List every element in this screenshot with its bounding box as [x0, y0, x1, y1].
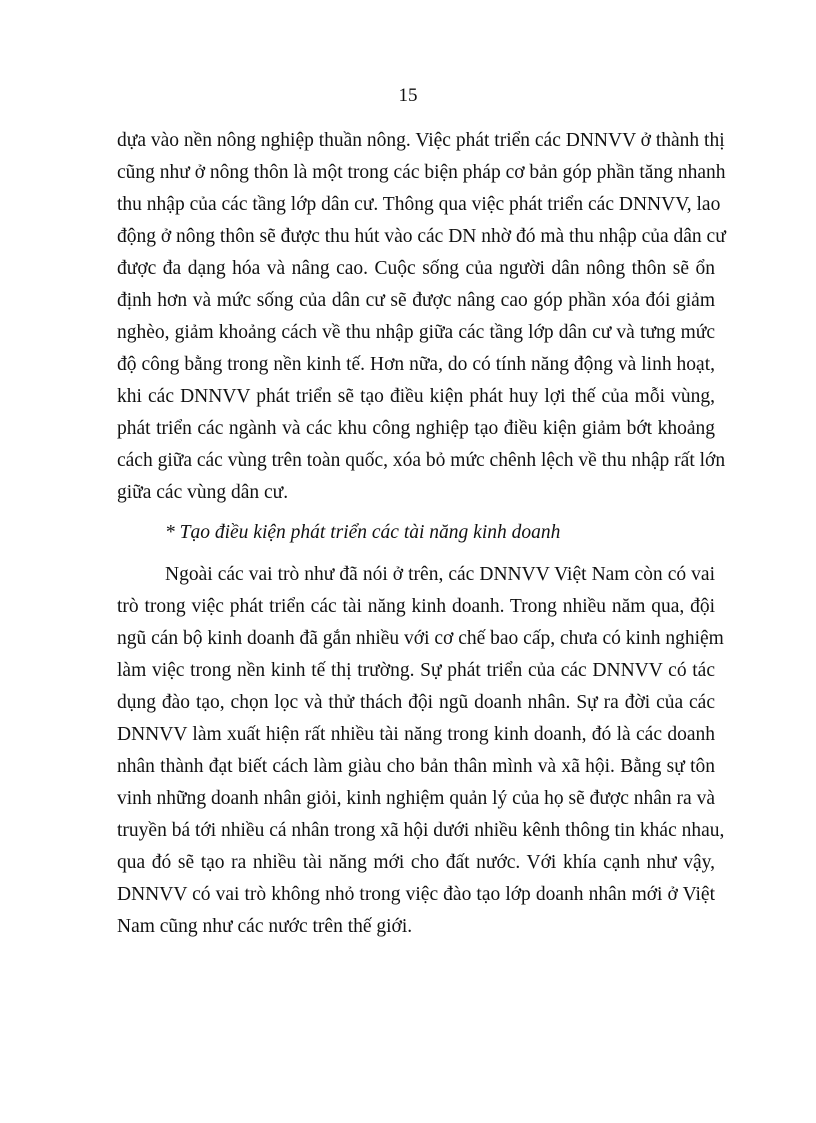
- paragraph-line: Ngoài các vai trò như đã nói ở trên, các DNNVV Việt Nam còn có vai: [165, 564, 715, 585]
- paragraph-line: động ở nông thôn sẽ được thu hút vào các DN nhờ đó mà thu nhập của dân cư: [117, 226, 726, 247]
- paragraph-line: làm việc trong nền kinh tế thị trường. Sự phát triển của các DNNVV có tác: [117, 660, 715, 681]
- paragraph-line: truyền bá tới nhiều cá nhân trong xã hội dưới nhiều kênh thông tin khác nhau,: [117, 820, 725, 841]
- document-body: [117, 125, 726, 943]
- paragraph-line: phát triển các ngành và các khu công nghiệp tạo điều kiện giảm bớt khoảng: [117, 418, 715, 439]
- paragraph-line: vinh những doanh nhân giỏi, kinh nghiệm quản lý của họ sẽ được nhân ra và: [117, 788, 715, 809]
- paragraph-line: nhân thành đạt biết cách làm giàu cho bản thân mình và xã hội. Bằng sự tôn: [117, 756, 715, 777]
- paragraph-line: DNNVV làm xuất hiện rất nhiều tài năng trong kinh doanh, đó là các doanh: [117, 724, 715, 745]
- paragraph-line: cũng như ở nông thôn là một trong các biện pháp cơ bản góp phần tăng nhanh: [117, 162, 726, 183]
- paragraph-line: ngũ cán bộ kinh doanh đã gắn nhiều với cơ chế bao cấp, chưa có kinh nghiệm: [117, 628, 724, 649]
- paragraph-line: định hơn và mức sống của dân cư sẽ được nâng cao góp phần xóa đói giảm: [117, 290, 715, 311]
- paragraph-line: DNNVV có vai trò không nhỏ trong việc đào tạo lớp doanh nhân mới ở Việt: [117, 884, 715, 905]
- paragraph-business-talent: [117, 559, 725, 943]
- paragraph-rural-income: [117, 125, 726, 509]
- section-heading: * Tạo điều kiện phát triển các tài năng kinh doanh: [165, 522, 561, 543]
- paragraph-line: thu nhập của các tầng lớp dân cư. Thông qua việc phát triển các DNNVV, lao: [117, 194, 721, 215]
- paragraph-line: dụng đào tạo, chọn lọc và thử thách đội ngũ doanh nhân. Sự ra đời của các: [117, 692, 715, 713]
- paragraph-line: được đa dạng hóa và nâng cao. Cuộc sống của người dân nông thôn sẽ ổn: [117, 258, 715, 279]
- paragraph-line: cách giữa các vùng trên toàn quốc, xóa bỏ mức chênh lệch về thu nhập rất lớn: [117, 450, 726, 471]
- paragraph-line: dựa vào nền nông nghiệp thuần nông. Việc phát triển các DNNVV ở thành thị: [117, 130, 725, 151]
- paragraph-line: qua đó sẽ tạo ra nhiều tài năng mới cho đất nước. Với khía cạnh như vậy,: [117, 852, 715, 873]
- paragraph-line: trò trong việc phát triển các tài năng kinh doanh. Trong nhiều năm qua, đội: [117, 596, 715, 617]
- paragraph-line: nghèo, giảm khoảng cách về thu nhập giữa các tầng lớp dân cư và tưng mức: [117, 322, 715, 343]
- paragraph-line: khi các DNNVV phát triển sẽ tạo điều kiện phát huy lợi thế của mỗi vùng,: [117, 386, 715, 407]
- paragraph-line: độ công bằng trong nền kinh tế. Hơn nữa, do có tính năng động và linh hoạt,: [117, 354, 715, 375]
- paragraph-line: giữa các vùng dân cư.: [117, 482, 289, 503]
- paragraph-line: Nam cũng như các nước trên thế giới.: [117, 916, 413, 937]
- page-number: 15: [398, 85, 418, 106]
